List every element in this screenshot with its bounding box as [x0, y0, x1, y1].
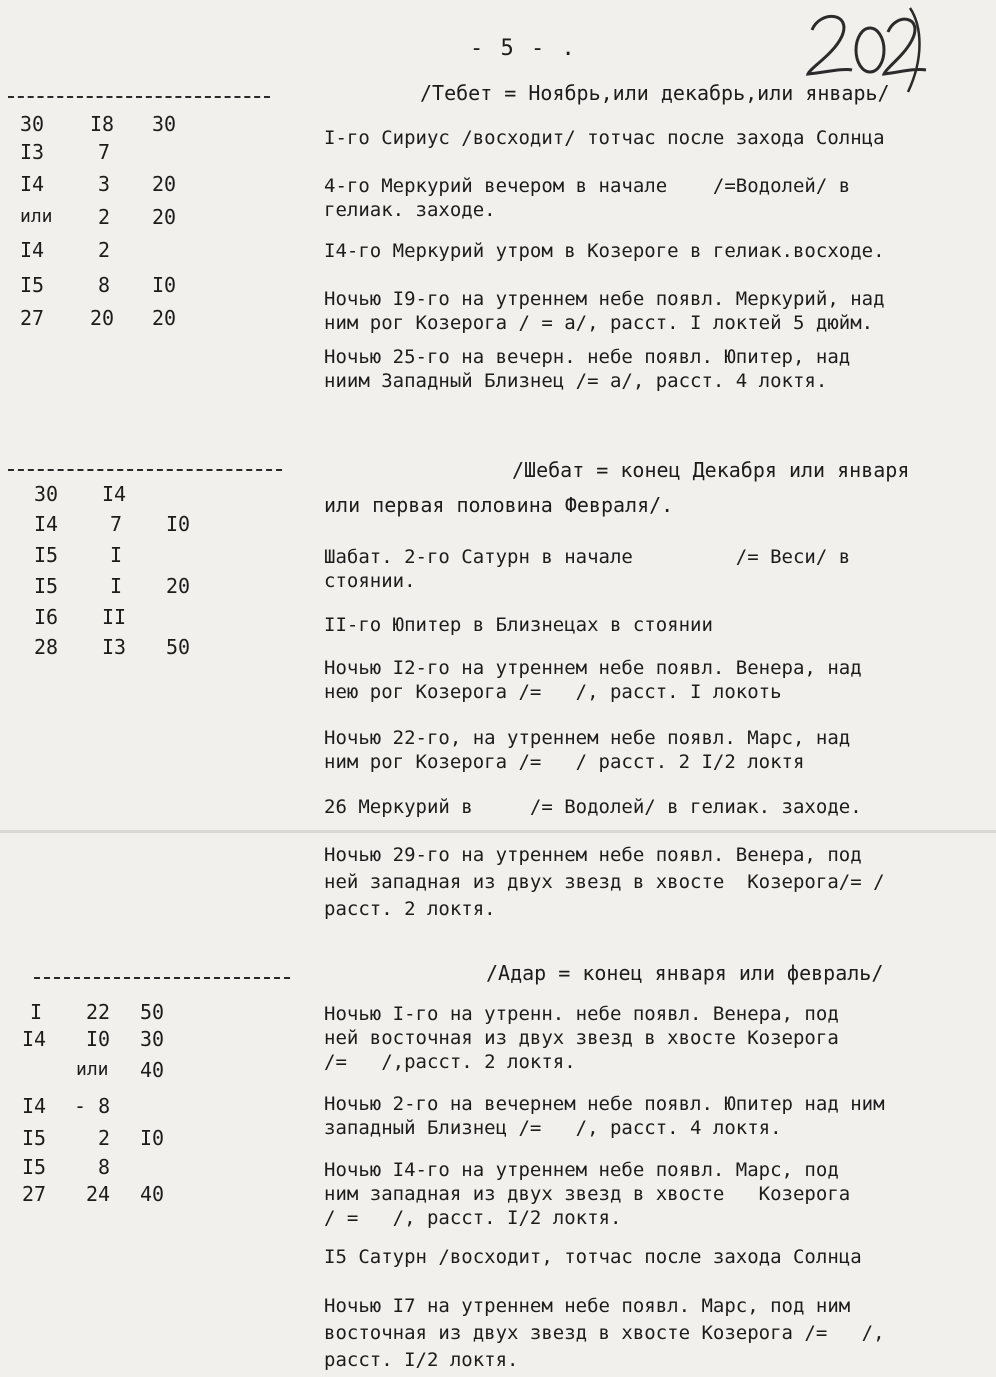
table-cell: 8: [98, 1155, 111, 1179]
table-cell: 8: [98, 273, 111, 297]
paper-fold: [0, 830, 996, 833]
table-cell: 28: [34, 635, 59, 659]
page-number: - 5 - .: [470, 36, 577, 61]
table-cell: I5: [20, 273, 45, 297]
table-cell: 50: [166, 635, 191, 659]
section-divider: [8, 96, 270, 98]
table-cell: или: [76, 1059, 109, 1080]
table-cell: II: [102, 605, 127, 629]
entry-text: I5 Сатурн /восходит, тотчас после захода Солнца: [324, 1246, 862, 1268]
table-cell: I4: [20, 172, 45, 196]
table-cell: 27: [20, 306, 45, 330]
section-heading-shebat: /Шебат = конец Декабря или января: [512, 458, 910, 482]
entry-text: Ночью I7 на утреннем небе появл. Марс, под ним восточная из двух звезд в хвосте Козерога /= /, расст. I/2 локтя.: [324, 1295, 885, 1371]
entry-text: I-го Сириус /восходит/ тотчас после захода Солнца: [324, 127, 885, 149]
table-cell: I6: [34, 605, 59, 629]
table-cell: I4: [22, 1094, 47, 1118]
table-cell: 7: [98, 140, 111, 164]
table-cell: 22: [86, 1000, 111, 1024]
table-cell: 27: [22, 1182, 47, 1206]
table-cell: 20: [152, 172, 177, 196]
entry-text: Ночью I4-го на утреннем небе появл. Марс, под ним западная из двух звезд в хвосте Козерога / = /, расст. I/2 локтя.: [324, 1159, 851, 1229]
table-cell: I: [110, 543, 123, 567]
entry-text: Ночью I-го на утренн. небе появл. Венера, под ней восточная из двух звезд в хвосте Козерога /= /,расст. 2 локтя.: [324, 1003, 839, 1073]
table-cell: I3: [102, 635, 127, 659]
table-cell: или: [20, 206, 53, 227]
entry-text: Шабат. 2-го Сатурн в начале /= Веси/ в стоянии.: [324, 546, 851, 592]
table-cell: I8: [90, 112, 115, 136]
table-cell: 7: [110, 512, 123, 536]
table-cell: 2: [98, 238, 111, 262]
table-cell: 40: [140, 1058, 165, 1082]
table-cell: I5: [22, 1126, 47, 1150]
table-cell: I0: [152, 273, 177, 297]
table-cell: 30: [20, 112, 45, 136]
entry-text: 4-го Меркурий вечером в начале /=Водолей/ в гелиак. заходе.: [324, 175, 851, 221]
entry-text: I4-го Меркурий утром в Козероге в гелиак.восходе.: [324, 240, 885, 262]
table-cell: 2: [98, 205, 111, 229]
table-cell: I0: [86, 1027, 111, 1051]
table-cell: 20: [166, 574, 191, 598]
table-cell: 50: [140, 1000, 165, 1024]
entry-text: Ночью 29-го на утреннем небе появл. Венера, под ней западная из двух звезд в хвосте Козерога/= / расст. 2 локтя.: [324, 844, 885, 920]
table-cell: I0: [166, 512, 191, 536]
table-cell: 30: [34, 482, 59, 506]
entry-text: Ночью I9-го на утреннем небе появл. Меркурий, над ним рог Козерога / = а/, расст. I локтей 5 дюйм.: [324, 288, 885, 334]
entry-text: Ночью 22-го, на утреннем небе появл. Марс, над ним рог Козерога /= / расст. 2 I/2 локтя: [324, 727, 851, 773]
table-cell: I4: [34, 512, 59, 536]
table-cell: I: [110, 574, 123, 598]
table-cell: I5: [34, 543, 59, 567]
table-cell: I0: [140, 1126, 165, 1150]
table-cell: I: [30, 1000, 43, 1024]
table-cell: 3: [98, 172, 111, 196]
section-heading-tebet: /Тебет = Ноябрь,или декабрь,или январь/: [420, 81, 890, 105]
section-divider: [34, 977, 290, 979]
section-heading-adar: /Адар = конец января или февраль/: [486, 961, 884, 985]
table-cell: I4: [20, 238, 45, 262]
table-cell: I5: [34, 574, 59, 598]
table-cell: I3: [20, 140, 45, 164]
entry-text: Ночью 2-го на вечернем небе появл. Юпитер над ним западный Близнец /= /, расст. 4 локтя.: [324, 1093, 885, 1139]
table-cell: 20: [90, 306, 115, 330]
entry-text: II-го Юпитер в Близнецах в стоянии: [324, 614, 713, 636]
table-cell: 24: [86, 1182, 111, 1206]
table-cell: 30: [152, 112, 177, 136]
entry-text: Ночью I2-го на утреннем небе появл. Венера, над нею рог Козерога /= /, расст. I локоть: [324, 657, 862, 703]
section-divider: [8, 469, 282, 471]
table-cell: - 8: [74, 1094, 111, 1118]
table-cell: I4: [22, 1027, 47, 1051]
table-cell: 2: [98, 1126, 111, 1150]
table-cell: 20: [152, 306, 177, 330]
section-heading-shebat-cont: или первая половина Февраля/.: [324, 493, 674, 517]
entry-text: 26 Меркурий в /= Водолей/ в гелиак. заходе.: [324, 796, 862, 818]
table-cell: 30: [140, 1027, 165, 1051]
entry-text: Ночью 25-го на вечерн. небе появл. Юпитер, над ниим Западный Близнец /= а/, расст. 4 локтя.: [324, 346, 851, 392]
table-cell: 20: [152, 205, 177, 229]
table-cell: I5: [22, 1155, 47, 1179]
table-cell: 40: [140, 1182, 165, 1206]
table-cell: I4: [102, 482, 127, 506]
